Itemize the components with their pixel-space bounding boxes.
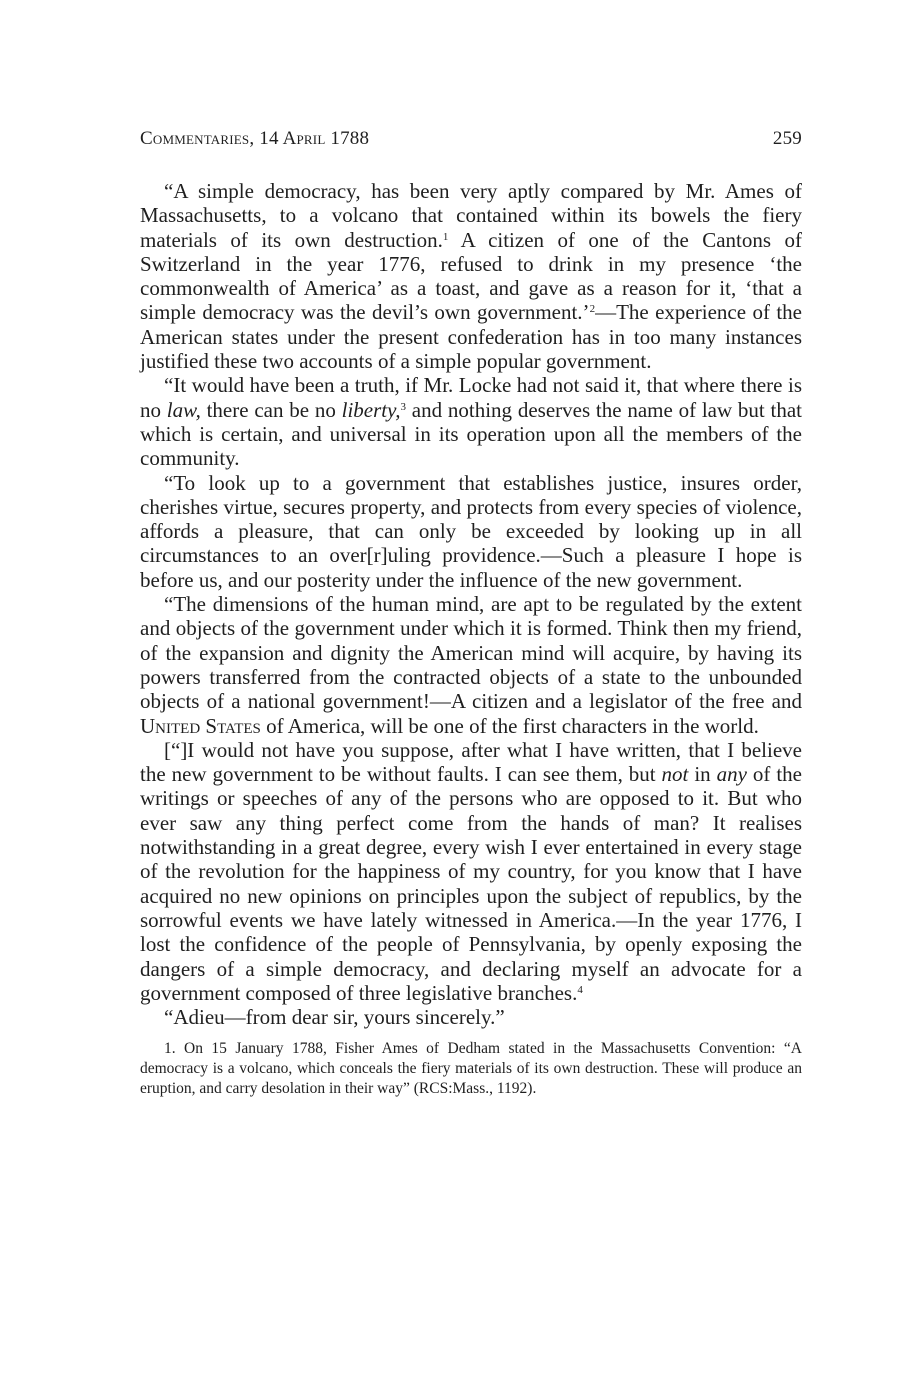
italic-text: liberty,	[341, 397, 401, 422]
text-segment: “The dimensions of the human mind, are apt to be regulated by the extent and objects of the government under which it is formed. Think then my friend, of the expansion and dignity the American mind will acquire, by having its powers transferred from the contracted objects of a state to the unbounded objects of a national government!—A citizen and a legislator of the free and	[140, 592, 802, 714]
footnotes	[140, 1039, 802, 1099]
text-segment: in	[688, 762, 717, 787]
text-segment: —The experience of the American states under the present confederation has in too many instances justified these two accounts of a simple popular government.	[140, 300, 802, 374]
paragraph-4	[140, 592, 802, 738]
running-head-title: Commentaries, 14 April 1788	[140, 128, 370, 149]
footnote-1: 1. On 15 January 1788, Fisher Ames of Dedham stated in the Massachusetts Convention: “A democracy is a volcano, which conceals the fiery materials of its own destruction. These will produce an eruption, and carry desolation in their way” (RCS:Mass., 1192).	[140, 1040, 802, 1098]
text-segment: and nothing deserves the name of law but that which is certain, and universal in its operation upon all the members of the community.	[140, 397, 803, 471]
text-segment: [“]I would not have you suppose, after what I have written, that I believe the new government to be without faults. I can see them, but	[140, 737, 802, 787]
document-page	[140, 128, 802, 1099]
italic-text: law,	[166, 397, 201, 422]
text-segment: there can be no	[200, 397, 342, 422]
text-segment: of America, will be one of the first characters in the world.	[260, 713, 759, 738]
paragraph-1	[140, 179, 802, 373]
text-segment: “It would have been a truth, if Mr. Locke had not said it, that where there is no	[140, 373, 802, 422]
italic-text: any	[716, 762, 747, 787]
paragraph-6: “Adieu—from dear sir, yours sincerely.”	[164, 1005, 505, 1030]
text-segment: “A simple democracy, has been very aptly compared by Mr. Ames of Massachusetts, to a volcano that contained within its bowels the fiery materials of its own destruction.	[140, 179, 802, 252]
footnote-ref: 2	[589, 303, 596, 316]
text-segment: of the writings or speeches of any of the persons who are opposed to it. But who ever saw any thing perfect come from the hands of man? It realises notwithstanding in a great degree, every wish I ever entertained in every stage of the revolution for the happiness of my country, for you know that I have acquired no new opinions on principles upon the subject of republics, by the sorrowful events we have lately witnessed in America.—In the year 1776, I lost the confidence of the people of Pennsylvania, by openly exposing the dangers of a simple democracy, and declaring myself an advocate for a government composed of three legislative branches.	[140, 762, 802, 1005]
paragraph-3: “To look up to a government that establishes justice, insures order, cherishes virtue, secures property, and protects from every species of violence, affords a pleasure, that can only be exceeded by looking up in all circumstances to an over[r]uling providence.—Such a pleasure I hope is before us, and our posterity under the influence of the new government.	[140, 470, 802, 592]
footnote-ref: 1	[442, 230, 449, 243]
body-text	[140, 179, 802, 1029]
small-caps-text: United States	[140, 713, 261, 738]
page-number: 259	[772, 128, 802, 149]
paragraph-5	[140, 738, 802, 1005]
italic-text: not	[661, 762, 689, 787]
paragraph-2	[140, 373, 802, 470]
text-segment: A citizen of one of the Cantons of Switzerland in the year 1776, refused to drink in my presence ‘the commonwealth of America’ as a toast, and gave as a reason for it, ‘that a simple democracy was the devil’s own government.’	[140, 227, 803, 325]
footnote-ref: 4	[577, 983, 583, 996]
footnote-ref: 3	[400, 400, 407, 413]
running-head	[140, 128, 802, 158]
